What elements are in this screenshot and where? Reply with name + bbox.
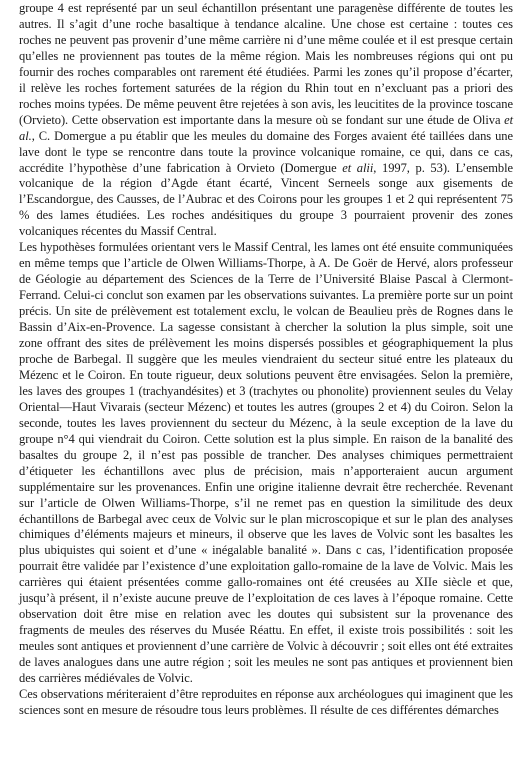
italic-citation: et alii <box>342 160 374 175</box>
italic-citation: et al. <box>19 112 513 143</box>
paragraph-text: Ces observations mériteraient d’être reproduites en réponse aux archéologues qui imaginent que les sciences sont en mesure de résoudre tous leurs problèmes. Il résulte de ces différentes démarches <box>19 686 513 717</box>
paragraph-text: , C. Domergue a pu établir que les meules du domaine des Forges avaient été taillées dans une lave dont le type se rencontre dans toute la province volcanique romaine, ce qui, dans ce cas, accrédite l’hypothèse d’une fabrication à Orvieto (Domergue <box>19 128 513 175</box>
paragraph-2 <box>19 240 513 687</box>
paragraph-3 <box>19 687 513 719</box>
paragraph-text: Les hypothèses formulées orientant vers le Massif Central, les lames ont été ensuite communiquées en même temps que l’article de Olwen Williams-Thorpe, à A. De Goër de Hervé, alors professeur de Géologie au département des Sciences de la Terre de l’Université Blaise Pascal à Clermont-Ferrand. Celui-ci conclut son examen par les observations suivantes. La première porte sur un point précis. Un site de prélèvement est totalement exclu, le volcan de Beaulieu près de Rognes dans le Bassin d’Aix-en-Provence. La sagesse consistant à chercher la solution la plus simple, soit une zone offrant des sites de prélèvement les moins dispersés possibles et géographiquement la plus proche de Barbegal. Il suggère que les meules viendraient du secteur situé entre les plateaux du Mézenc et le Coiron. En toute rigueur, deux solutions peuvent être envisagées. Selon la première, les laves des groupes 1 (trachyandésites) et 3 (trachytes ou phonolite) proviennent seules du Velay Oriental—Haut Vivarais (secteur Mézenc) et toutes les autres (groupes 2 et 4) du Coiron. Selon la seconde, toutes les laves proviennent du secteur du Mézenc, à la seule exception de la lave du groupe n°4 qui viendrait du Coiron. Cette solution est la plus simple. En raison de la banalité des basaltes du groupe 2, il n’est pas possible de trancher. Des analyses chimiques permettraient d’étiqueter les échantillons avec plus de précision, mais n’apporteraient aucun argument supplémentaire sur les provenances. Enfin une origine italienne devrait être recherchée. Revenant sur l’article de Olwen Williams-Thorpe, s’il ne remet pas en question la similitude des deux échantillons de Barbegal avec ceux de Volvic sur le plan microscopique et sur le plan des analyses chimiques d’éléments majeurs et mineurs, il observe que les laves de Volvic sont les basaltes les plus ubiquistes qui soient et d’une « inégalable banalité ». Dans c cas, l’identification proposée pourrait être validée par l’existence d’une exploitation gallo-romaine de la lave de Volvic. Mais les carrières qui étaient présentées comme gallo-romaines ont été creusées au XIIe siècle et que, jusqu’à présent, il n’existe aucune preuve de l’exploitation de ces laves à l’époque romaine. Cette observation doit être mise en relation avec les doutes qui subsistent sur la provenance des fragments de meules des réserves du Musée Réattu. En effet, il existe trois possibilités : soit les meules sont antiques et proviennent d’une carrière de Volvic à découvrir ; soit elles ont été extraites de laves analogues dans une autre région ; soit les meules ne sont pas antiques et proviennent bien des carrières médiévales de Volvic. <box>19 240 513 686</box>
document-page <box>19 1 513 719</box>
paragraph-text: groupe 4 est représenté par un seul échantillon présentant une paragenèse différente de toutes les autres. Il s’agit d’une roche basaltique à tendance alcaline. Une chose est certaine : toutes ces roches ne peuvent pas provenir d’une même carrière ni d’une même coulée et il est presque certain qu’elles ne proviennent pas toutes de la même région. Mais les nombreuses régions qui ont pu fournir des roches comparables ont rarement été étudiées. Parmi les zones qu’il propose d’écarter, il relève les roches fortement saturées de la région du Rhin tout en n’excluant pas a priori des roches moins typées. De même peuvent être rejetées à son avis, les leucitites de la province toscane (Orvieto). Cette observation est importante dans la mesure où se fondant sur une étude de Oliva <box>19 1 513 127</box>
paragraph-1 <box>19 1 513 240</box>
paragraph-text: , 1997, p. 53). L’ensemble volcanique de la région d’Agde étant écarté, Vincent Serneels songe aux gisements de l’Escandorgue, des Causses, de l’Aubrac et des Coirons pour les groupes 1 et 2 qui représentent 75 % des lames étudiées. Les roches andésitiques du groupe 3 pourraient provenir des zones volcaniques récentes du Massif Central. <box>19 160 513 239</box>
